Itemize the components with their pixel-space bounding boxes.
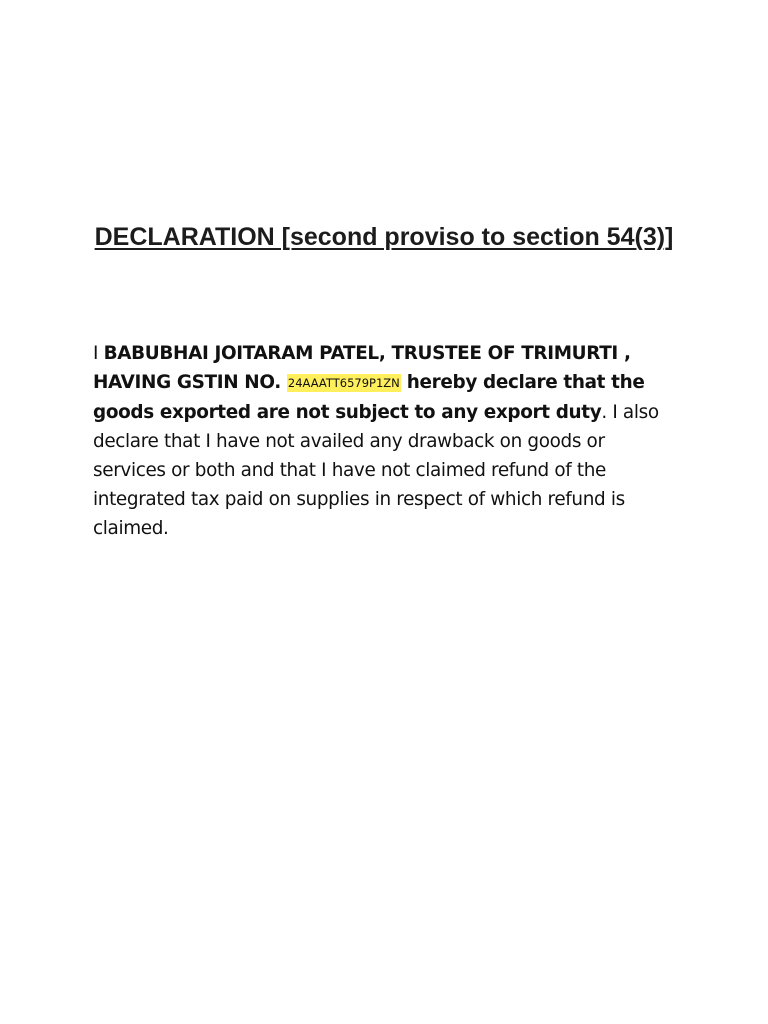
body-pronoun: I (93, 343, 104, 364)
export-duty-declaration: hereby declare that the goods exported are not subject to any export duty (93, 372, 645, 423)
drawback-refund-statement: . I also declare that I have not availed any drawback on goods or services or both and that I have not claimed refund of the integrated tax paid on supplies in respect of which refund is claimed. (93, 402, 659, 539)
trustee-clause: , TRUSTEE OF TRIMURTI , HAVING GSTIN NO. (93, 343, 631, 393)
declaration-title: DECLARATION [second proviso to section 54(3)] (94, 223, 674, 251)
gstin-number: 24AAATT6579P1ZN (287, 376, 400, 390)
declaration-body (93, 339, 678, 543)
declarant-name: BABUBHAI JOITARAM PATEL (103, 343, 379, 364)
